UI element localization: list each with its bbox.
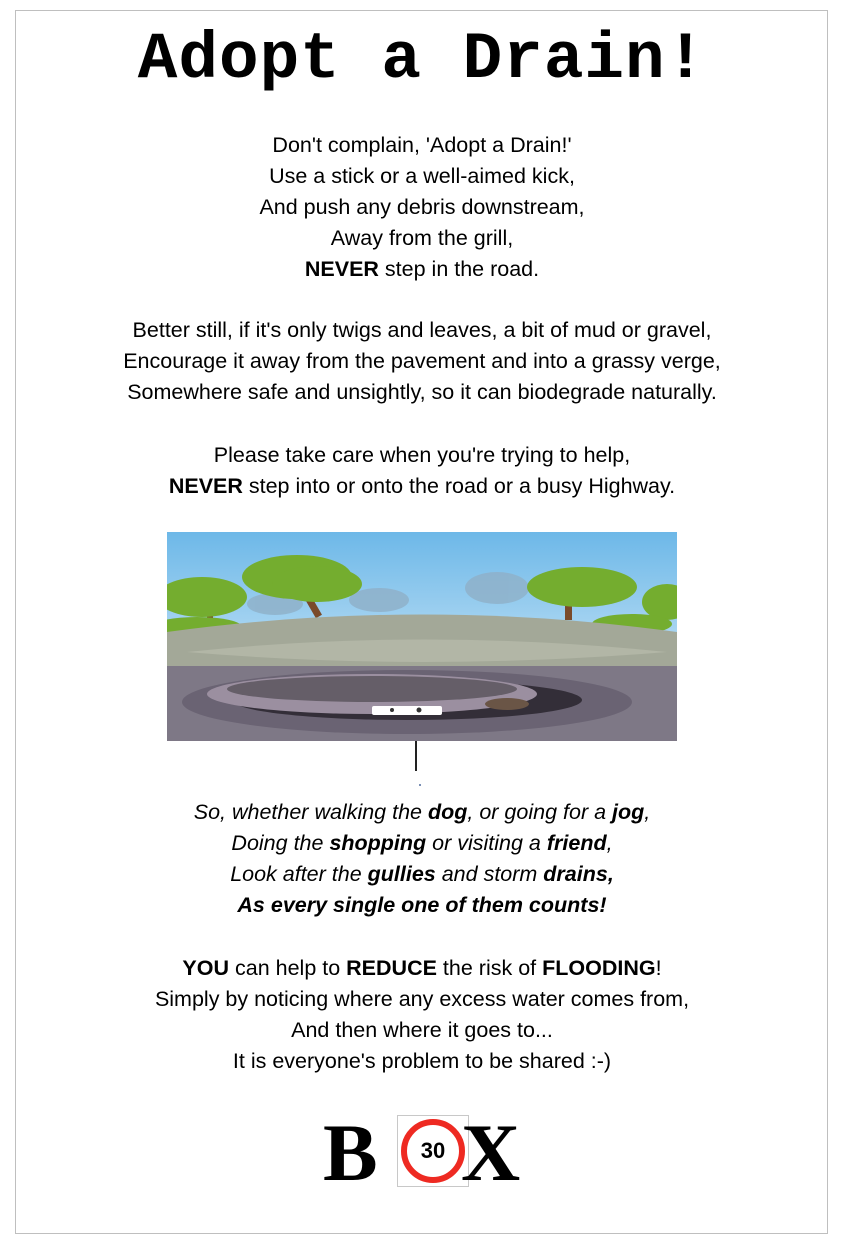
- text: Use a stick or a well-aimed kick,: [269, 164, 575, 188]
- stray-dot: [419, 784, 421, 786]
- text: or visiting a: [426, 831, 547, 855]
- bold-text: NEVER: [168, 474, 243, 498]
- text: step into or onto the road or a busy Highway.: [242, 474, 676, 498]
- text: step in the road.: [378, 257, 540, 281]
- text: And push any debris downstream,: [259, 195, 585, 219]
- bold-text: gullies: [367, 862, 436, 886]
- text-line: [0, 315, 844, 346]
- logo-letter-x: X: [461, 1107, 521, 1198]
- text-line: [0, 471, 844, 502]
- text-line: [0, 346, 844, 377]
- text: the risk of: [436, 956, 543, 980]
- speed-limit-number: 30: [420, 1138, 446, 1163]
- bold-text: friend: [546, 831, 607, 855]
- text: and storm: [435, 862, 544, 886]
- text-line: [0, 984, 844, 1015]
- stanza-1: [0, 130, 844, 285]
- stanza-5: [0, 953, 844, 1077]
- text: Don't complain, 'Adopt a Drain!': [272, 133, 572, 157]
- box30-logo: [323, 1107, 533, 1198]
- bold-text: As every single one of them counts!: [237, 893, 607, 917]
- text-line: [0, 192, 844, 223]
- text: Encourage it away from the pavement and into a grassy verge,: [123, 349, 721, 373]
- text: Doing the: [231, 831, 330, 855]
- text-line: [0, 1046, 844, 1077]
- bold-text: FLOODING: [542, 956, 656, 980]
- bold-text: YOU: [182, 956, 230, 980]
- text-line: [0, 890, 844, 921]
- text: Better still, if it's only twigs and leaves, a bit of mud or gravel,: [132, 318, 712, 342]
- stanza-4: [0, 797, 844, 921]
- stanza-3: [0, 440, 844, 502]
- text-line: [0, 1015, 844, 1046]
- text-line: [0, 130, 844, 161]
- text: Somewhere safe and unsightly, so it can biodegrade naturally.: [127, 380, 717, 404]
- text: So, whether walking the: [193, 800, 428, 824]
- text-line: [0, 797, 844, 828]
- bold-text: drains,: [543, 862, 614, 886]
- bold-text: shopping: [329, 831, 427, 855]
- text: ,: [606, 831, 613, 855]
- text-line: [0, 953, 844, 984]
- page-title: Adopt a Drain!: [137, 22, 707, 97]
- stanza-2: [0, 315, 844, 408]
- text: Away from the grill,: [330, 226, 514, 250]
- bold-text: dog: [427, 800, 468, 824]
- text: And then where it goes to...: [291, 1018, 553, 1042]
- text-line: [0, 161, 844, 192]
- bold-text: jog: [612, 800, 645, 824]
- text: can help to: [229, 956, 347, 980]
- text: !: [655, 956, 662, 980]
- text: Please take care when you're trying to help,: [213, 443, 631, 467]
- text: ,: [644, 800, 651, 824]
- speed-limit-ring: [401, 1119, 465, 1183]
- text-line: [0, 440, 844, 471]
- text-line: [0, 254, 844, 285]
- connector-line: [415, 741, 417, 771]
- drain-illustration: [167, 532, 677, 741]
- speed-limit-30-sign-icon: [397, 1115, 469, 1187]
- text: It is everyone's problem to be shared :-): [232, 1049, 612, 1073]
- text: , or going for a: [467, 800, 613, 824]
- text: Look after the: [230, 862, 368, 886]
- bold-text: NEVER: [304, 257, 379, 281]
- text-line: [0, 859, 844, 890]
- bold-text: REDUCE: [346, 956, 437, 980]
- text-line: [0, 223, 844, 254]
- text-line: [0, 828, 844, 859]
- logo-letter-b: B: [323, 1107, 378, 1198]
- text: Simply by noticing where any excess water comes from,: [154, 987, 690, 1011]
- text-line: [0, 377, 844, 408]
